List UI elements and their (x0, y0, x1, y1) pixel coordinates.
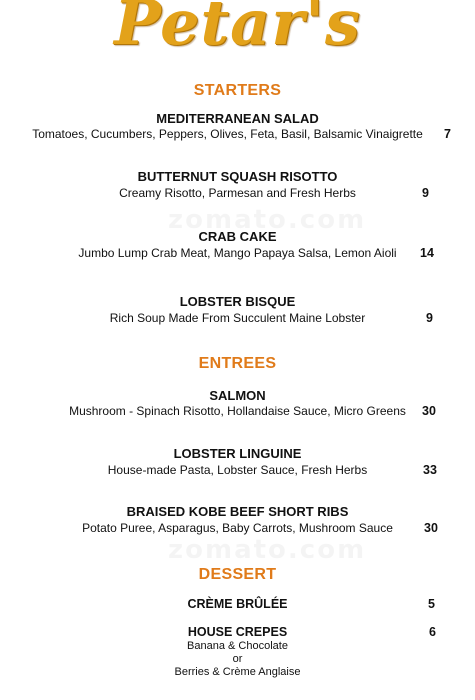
watermark (168, 535, 366, 565)
section-heading-entrees: ENTREES (198, 355, 277, 372)
menu-item-price: 30 (422, 404, 436, 418)
menu-item-price: 33 (423, 463, 437, 477)
restaurant-logo: Petar's (114, 0, 361, 59)
menu-item-description: Creamy Risotto, Parmesan and Fresh Herbs (119, 186, 356, 200)
menu-item-description: Rich Soup Made From Succulent Maine Lobster (109, 311, 366, 325)
menu-item-description: Tomatoes, Cucumbers, Peppers, Olives, Feta, Basil, Balsamic Vinaigrette (32, 127, 423, 141)
section-heading-starters: STARTERS (193, 82, 282, 99)
section-heading-dessert: DESSERT (198, 566, 277, 583)
menu-item-price: 30 (424, 521, 438, 535)
menu-item-name: CRÈME BRÛLÉE (187, 597, 288, 611)
menu-item-name: LOBSTER BISQUE (179, 294, 296, 309)
menu-item-name: BRAISED KOBE BEEF SHORT RIBS (126, 504, 349, 519)
menu-item-description: Mushroom - Spinach Risotto, Hollandaise Sauce, Micro Greens (69, 404, 406, 418)
menu-item-description: Potato Puree, Asparagus, Baby Carrots, Mushroom Sauce (82, 521, 393, 535)
menu-item-name: MEDITERRANEAN SALAD (156, 111, 319, 126)
menu-item-name: CRAB CAKE (198, 229, 277, 244)
menu-item-price: 9 (422, 186, 429, 200)
menu-item-name: SALMON (209, 388, 266, 403)
menu-item-name: HOUSE CREPES (187, 625, 288, 639)
menu-item-name: LOBSTER LINGUINE (173, 446, 302, 461)
menu-item-price: 6 (429, 625, 436, 639)
menu-item-description: Jumbo Lump Crab Meat, Mango Papaya Salsa, Lemon Aioli (78, 246, 397, 260)
menu-item-price: 9 (426, 311, 433, 325)
menu-item-name: BUTTERNUT SQUASH RISOTTO (137, 169, 338, 184)
menu-item-description: or (232, 653, 243, 665)
menu-item-price: 14 (420, 246, 434, 260)
menu-item-description: Berries & Crème Anglaise (174, 666, 301, 678)
menu-item-description: Banana & Chocolate (187, 640, 288, 652)
menu-item-price: 7 (444, 127, 451, 141)
menu-item-price: 5 (428, 597, 435, 611)
menu-item-description: House-made Pasta, Lobster Sauce, Fresh Herbs (107, 463, 368, 477)
